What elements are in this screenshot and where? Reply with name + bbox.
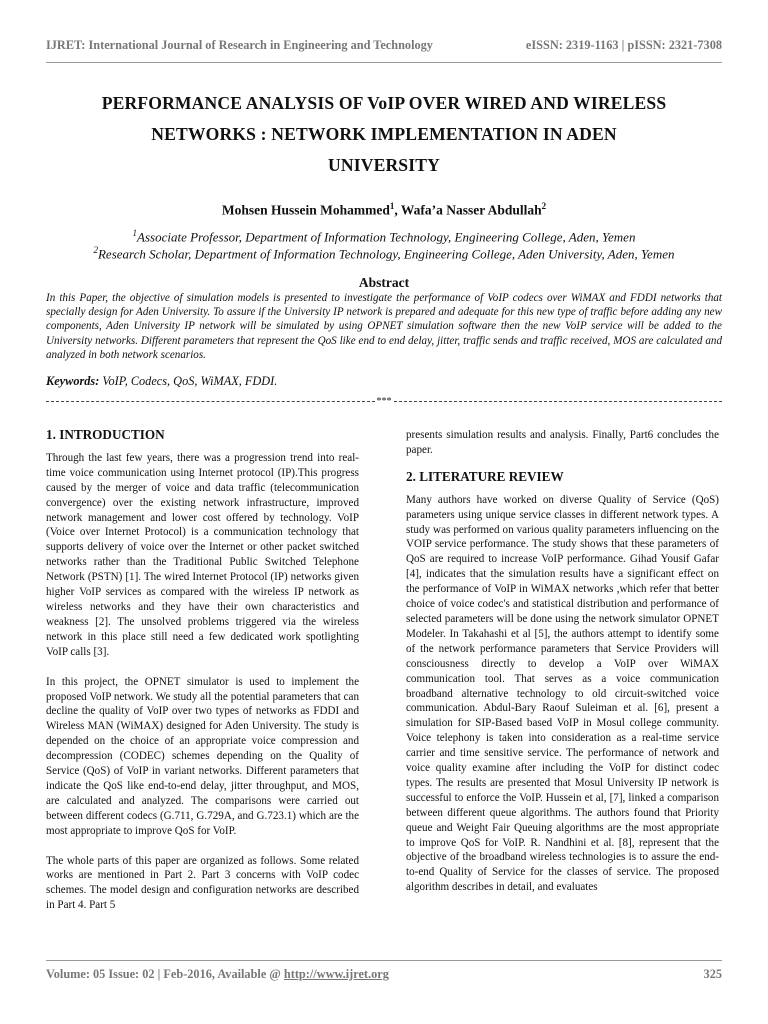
footer-volume [46, 967, 389, 982]
author-separator: , [394, 202, 401, 218]
journal-name: IJRET: International Journal of Research in Engineering and Technology [46, 38, 433, 52]
footer-rule [46, 960, 722, 961]
paper-title [46, 88, 722, 181]
section-divider [46, 396, 722, 407]
abstract-text: In this Paper, the objective of simulation models is presented to investigate the performance of VoIP codecs over WiMAX and FDDI networks that specially design for Aden University. To assure if the University IP network is prepared and adequate for this new type of traffic before adding any new components, Aden University IP network will be simulated by using OPNET simulation software then the new VoIP service will be added to the University networks. Different parameters that represent the QoS like end to end delay, jitter, traffic sends and traffic received, MOS are calculated and analyzed in both network scenarios. [46, 292, 722, 361]
keywords [46, 374, 722, 389]
keywords-label: Keywords: [46, 374, 100, 388]
title-line-2: NETWORKS : NETWORK IMPLEMENTATION IN ADEN [151, 124, 617, 144]
footer-url-link[interactable]: http://www.ijret.org [283, 967, 389, 981]
divider-dash-right [394, 401, 723, 402]
abstract-heading: Abstract [358, 275, 410, 290]
affiliation-1 [46, 228, 722, 245]
authors [46, 201, 722, 219]
affiliation-2-text: Research Scholar, Department of Information Technology, Engineering College, Aden University, Aden, Yemen [97, 246, 675, 262]
running-footer [46, 967, 722, 982]
literature-paragraph: Many authors have worked on diverse Quality of Service (QoS) parameters using unique service classes in different network types. A study was performed on various quality parameters influencing on the VOIP service performance. The study shows that these parameters of QoS are required to increase VoIP performance. Gihad Yousif Gafar [4], indicates that the simulation results have a significant effect on the performance of VoIP in WiMAX networks ,which refer that better choice of voice codec's and statistical distribution and performance of selected parameters will be done using the network simulator OPNET Modeler. In Takahashi et al [5], the authors attempt to identify some of the network performance parameters that Service Providers will consciousness directly to develop a VoIP over WiMAX communication tool. That serves as a voice communication broadband alternative technology to old circuit-switched voice communication. Abdul-Bary Raouf Suleiman et al. [6], present a simulation for SIP-Based based VoIP in Mosul college community. Voice telephony is taken into consideration as a real-time service carrier and time sensitive service. The performance of network and voice quality examine after including the VoIP for distinct codec types. The results are presented that Mosul University IP network is successful to enforce the VoIP. Hussein et al, [7], linked a comparison between different queue algorithms. The authors found that Priority queue and Weight Fair Queuing algorithms are the most appropriate to improve QoS for VoIP. R. Nandhini et al. [8], represent that the objective of the broadband wireless technologies is to assure the end-to-end Quality of Service for the classes of service. The proposed algorithm describes in detail, and evaluates [406, 493, 719, 894]
page-number: 325 [703, 967, 722, 981]
affiliation-1-sup: 1 [132, 228, 138, 238]
title-line-1: PERFORMANCE ANALYSIS OF VoIP OVER WIRED AND WIRELESS [101, 93, 667, 113]
author-2: Wafa’a Nasser Abdullah [400, 202, 542, 218]
running-header [46, 38, 722, 53]
author-1: Mohsen Hussein Mohammed [221, 202, 390, 218]
intro-paragraph-2: In this project, the OPNET simulator is used to implement the proposed VoIP network. We study all the potential parameters that can decline the quality of VoIP over two types of networks as FDDI and Wireless MAN (WiMAX) designed for Aden University. The study is depended on the choice of an appropriate voice compression and decompression (CODEC) schemes depending on the Quality of Service (QoS) of VoIP in variant networks. Different parameters that indicate the QoS like end-to-end delay, jitter throughput, and MOS, are calculated and analyzed. The comparisons were carried out between different codecs (G.711, G.729A, and G.723.1) which are the most appropriate to improve QoS for VoIP. [46, 675, 359, 837]
introduction-heading: 1. INTRODUCTION [46, 427, 165, 442]
author-1-sup: 1 [389, 201, 395, 211]
issn: eISSN: 2319-1163 | pISSN: 2321-7308 [525, 38, 722, 52]
keywords-text: VoIP, Codecs, QoS, WiMAX, FDDI. [99, 374, 278, 388]
intro-continuation: presents simulation results and analysis. Finally, Part6 concludes the paper. [406, 429, 719, 456]
affiliation-2-sup: 2 [93, 245, 98, 255]
author-2-sup: 2 [541, 201, 547, 211]
affiliation-1-text: Associate Professor, Department of Information Technology, Engineering College, Aden, Yemen [137, 229, 636, 245]
title-line-3: UNIVERSITY [328, 155, 440, 175]
intro-paragraph-3: The whole parts of this paper are organized as follows. Some related works are mentioned in Part 2. Part 3 concerns with VoIP codec schemes. The model design and configuration networks are described in Part 4. Part 5 [46, 854, 359, 912]
divider-stars: *** [376, 396, 392, 407]
divider-dash-left [46, 401, 375, 402]
affiliation-2 [46, 245, 722, 262]
footer-volume-text: Volume: 05 Issue: 02 | Feb-2016, Available @ [46, 967, 284, 981]
left-column [46, 428, 359, 913]
header-rule [46, 62, 722, 63]
literature-review-heading: 2. LITERATURE REVIEW [406, 468, 564, 484]
right-column [406, 428, 719, 895]
intro-paragraph-1: Through the last few years, there was a progression trend into real-time voice communication using Internet protocol (IP).This progress caused by the merger of voice and data traffic (telecommunication convergence) over the existing network infrastructure, improved network management and lower cost offered by technology. VoIP (Voice over Internet Protocol) is a communication technology that supports delivery of voice over the Internet or other packet switched networks rather than the Traditional Public Switched Telephone Network (PSTN) [1]. The wired Internet Protocol (IP) networks given higher VoIP services as compared with the wireless IP network as wireless networks and they have their own characteristics and weakness [2]. The unsolved problems triggered via the wireless network in this place still need a few dedicated work spotlighting VoIP calls [3]. [46, 451, 359, 658]
